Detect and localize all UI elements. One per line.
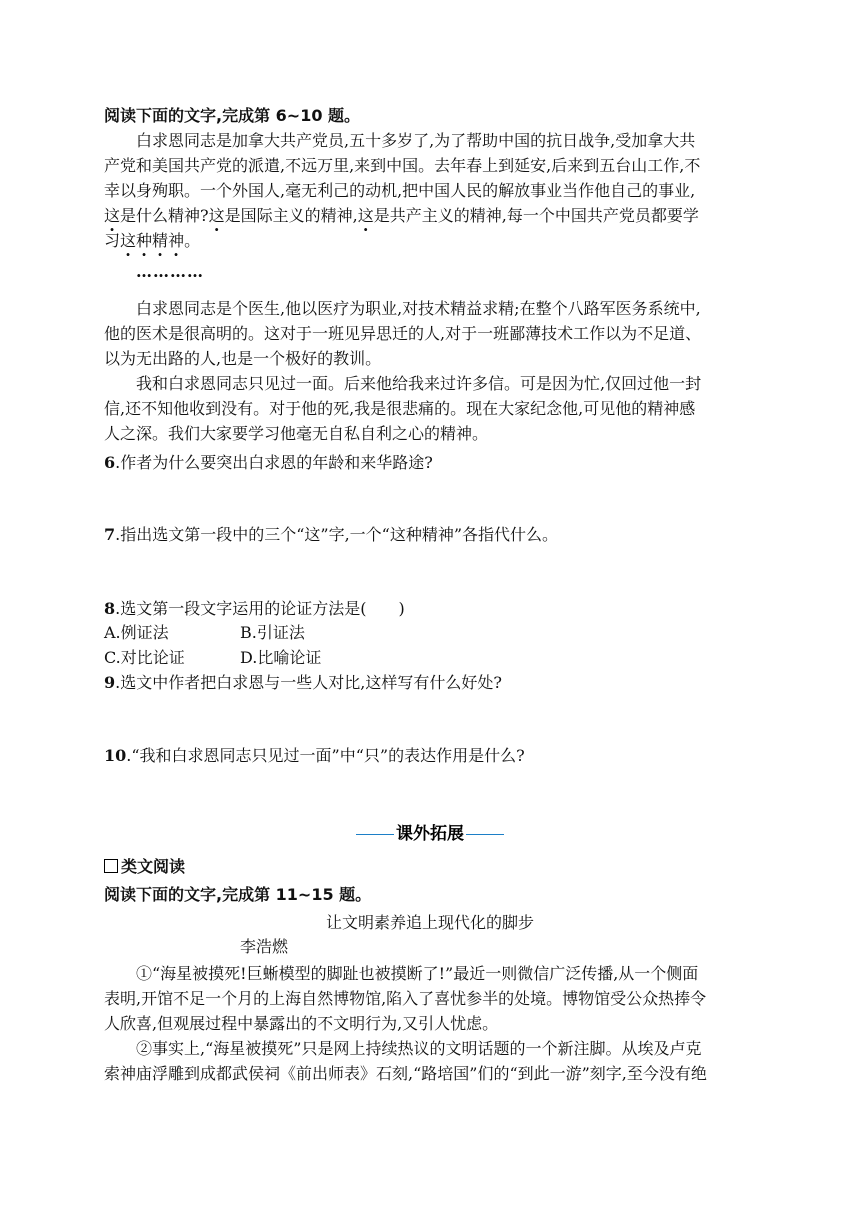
text-segment: 是共产主义的精神,每一个中国共产党员都要学: [373, 206, 699, 225]
question-text: .“我和白求恩同志只见过一面”中“只”的表达作用是什么?: [126, 746, 525, 765]
question-number: 9: [104, 673, 116, 692]
q8-option-a: A.例证法: [104, 623, 169, 642]
question-9: [104, 671, 502, 695]
passage1-para3-line3: 人之深。我们大家要学习他毫无自私自利之心的精神。: [104, 424, 489, 443]
passage1-para1-line2: 产党和美国共产党的派遣,不远万里,来到中国。去年春上到延安,后来到五台山工作,不: [104, 156, 701, 175]
instruction-11-15: 阅读下面的文字,完成第 11~15 题。: [104, 885, 372, 904]
passage2-para2-line2: 索神庙浮雕到成都武侯祠《前出师表》石刻,“路培国”们的“到此一游”刻字,至今没有绝: [104, 1064, 707, 1083]
passage1-para2-line3: 以为无出路的人,也是一个极好的教训。: [104, 349, 382, 368]
question-text: .选文中作者把白求恩与一些人对比,这样写有什么好处?: [115, 673, 502, 692]
ellipsis: …………: [136, 262, 204, 281]
passage2-para2-line1: ②事实上,“海星被摸死”只是网上持续热议的文明话题的一个新注脚。从埃及卢克: [136, 1039, 702, 1058]
text-segment: 。: [184, 231, 201, 250]
passage1-para1-line5: [104, 229, 200, 253]
passage1-para3-line1: 我和白求恩同志只见过一面。后来他给我来过许多信。可是因为忙,仅回过他一封: [136, 374, 702, 393]
passage1-para3-line2: 信,还不知他收到没有。对于他的死,我是很悲痛的。现在大家纪念他,可见他的精神感: [104, 399, 696, 418]
passage2-para1-line2: 表明,开馆不足一个月的上海自然博物馆,陷入了喜忧参半的处境。博物馆受公众热捧令: [104, 989, 707, 1008]
passage1-para1-line1: 白求恩同志是加拿大共产党员,五十多岁了,为了帮助中国的抗日战争,受加拿大共: [136, 131, 696, 150]
q8-option-d: D.比喻论证: [240, 648, 322, 667]
passage1-para2-line2: 他的医术是很高明的。这对于一班见异思迁的人,对于一班鄙薄技术工作以为不足道、: [104, 324, 702, 343]
emphasized-zhe-1: 这: [104, 206, 121, 225]
emphasized-char: 种: [136, 231, 153, 250]
text-segment: 是什么精神?: [120, 206, 209, 225]
checkbox-square-icon: [104, 859, 118, 873]
emphasized-zhe-3: 这: [357, 206, 374, 225]
text-segment: 是国际主义的精神,: [224, 206, 358, 225]
emphasized-char: 精: [152, 231, 169, 250]
article-author: 李浩燃: [240, 937, 289, 956]
q8-option-b: B.引证法: [240, 623, 305, 642]
subsection-heading: [104, 855, 185, 879]
instruction-6-10: 阅读下面的文字,完成第 6~10 题。: [104, 106, 361, 125]
question-number: 7: [104, 525, 116, 544]
question-7: [104, 523, 558, 547]
emphasized-char: 神: [168, 231, 185, 250]
question-number: 6: [104, 453, 116, 472]
subsection-heading-text: 类文阅读: [121, 857, 186, 876]
section-heading-text: 课外拓展: [396, 824, 464, 844]
section-heading: [0, 819, 860, 844]
question-number: 8: [104, 599, 116, 618]
question-8: [104, 597, 405, 621]
passage1-para2-line1: 白求恩同志是个医生,他以医疗为职业,对技术精益求精;在整个八路军医务系统中,: [136, 299, 701, 318]
passage2-para1-line3: 人欣喜,但观展过程中暴露出的不文明行为,又引人忧虑。: [104, 1014, 499, 1033]
emphasized-char: 这: [120, 231, 137, 250]
question-number: 10: [104, 746, 127, 765]
question-text: .指出选文第一段中的三个“这”字,一个“这种精神”各指代什么。: [115, 525, 559, 544]
passage1-para1-line3: 幸以身殉职。一个外国人,毫无利己的动机,把中国人民的解放事业当作他自己的事业,: [104, 181, 696, 200]
heading-rule-right: [466, 834, 504, 835]
question-text: .选文第一段文字运用的论证方法是( ): [115, 599, 405, 618]
article-title: 让文明素养追上现代化的脚步: [325, 913, 534, 932]
question-6: [104, 451, 433, 475]
heading-rule-left: [356, 834, 394, 835]
question-10: [104, 744, 525, 768]
q8-option-c: C.对比论证: [104, 648, 185, 667]
passage1-para1-line4: [104, 204, 699, 228]
question-text: .作者为什么要突出白求恩的年龄和来华路途?: [115, 453, 433, 472]
emphasized-zhe-2: 这: [208, 206, 225, 225]
text-segment: 习: [104, 231, 121, 250]
passage2-para1-line1: ①“海星被摸死!巨蜥模型的脚趾也被摸断了!”最近一则微信广泛传播,从一个侧面: [136, 964, 699, 983]
